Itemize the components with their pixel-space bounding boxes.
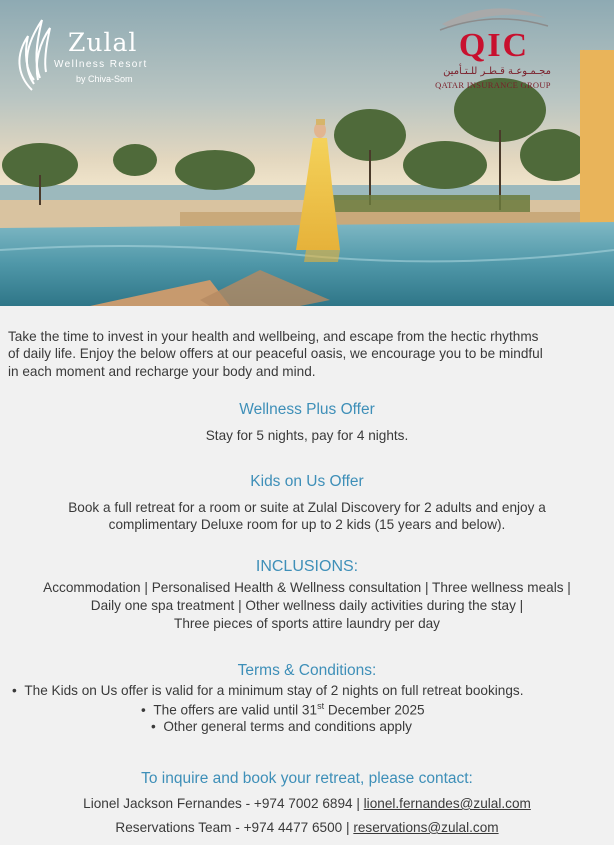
qic-english-name: QATAR INSURANCE GROUP <box>435 80 551 90</box>
inclusions-title: INCLUSIONS: <box>255 558 359 575</box>
intro-line: in each moment and recharge your body and mind. <box>8 363 316 379</box>
contact-person-email-link[interactable]: lionel.fernandes@zulal.com <box>363 796 531 811</box>
trees <box>2 78 590 190</box>
zulal-logo <box>12 14 172 94</box>
inclusions-line: Daily one spa treatment | Other wellness daily activities during the stay | <box>90 598 524 613</box>
intro-line: Take the time to invest in your health and wellbeing, and escape from the hectic rhythms <box>8 329 539 344</box>
contact-person <box>0 796 614 811</box>
contact-team-details: Reservations Team - +974 4477 6500 | <box>115 820 354 835</box>
bullet: • <box>12 683 17 698</box>
intro-line: of daily life. Enjoy the below offers at our peaceful oasis, we encourage you to be mindful <box>8 346 543 362</box>
wellness-offer-title: Wellness Plus Offer <box>239 401 375 418</box>
terms-item-text: Other general terms and conditions apply <box>163 719 412 734</box>
qic-logo <box>424 4 562 94</box>
kids-offer-line: complimentary Deluxe room for up to 2 kids (15 years and below). <box>108 517 506 532</box>
bullet: • <box>151 719 156 734</box>
contact-team-email-link[interactable]: reservations@zulal.com <box>353 820 499 835</box>
intro-paragraph <box>8 328 608 380</box>
ordinal-suffix: st <box>317 701 325 711</box>
terms-item <box>12 683 524 698</box>
zulal-byline: by Chiva-Som <box>76 74 133 84</box>
terms-item <box>151 719 412 734</box>
kids-offer-title: Kids on Us Offer <box>250 473 364 490</box>
hero-photo <box>0 0 614 306</box>
zulal-water-mark-icon <box>12 14 52 92</box>
inclusions-line: Accommodation | Personalised Health & Wellness consultation | Three wellness meals | <box>43 580 571 595</box>
terms-item-text: The offers are valid until 31 <box>153 702 318 718</box>
contact-team <box>0 820 614 835</box>
zulal-name: Zulal <box>68 28 138 57</box>
kids-offer-line: Book a full retreat for a room or suite at Zulal Discovery for 2 adults and enjoy a <box>68 500 546 515</box>
qic-arabic-name: مجـمـوعـة قـطـر للـتـأمين <box>443 66 551 77</box>
contact-title: To inquire and book your retreat, please contact: <box>141 770 473 787</box>
terms-item-text: December 2025 <box>324 702 425 718</box>
bullet: • <box>141 702 146 718</box>
terms-item <box>141 701 425 718</box>
inclusions-line: Three pieces of sports attire laundry per day <box>174 616 440 631</box>
terms-title: Terms & Conditions: <box>237 662 377 679</box>
terms-item-text: The Kids on Us offer is valid for a minimum stay of 2 nights on full retreat bookings. <box>24 683 524 698</box>
wellness-offer-text: Stay for 5 nights, pay for 4 nights. <box>205 428 409 443</box>
qic-emblem-icon <box>424 4 562 66</box>
flyer-content <box>0 306 614 845</box>
zulal-tagline: Wellness Resort <box>54 59 148 70</box>
qic-mark: QIC <box>458 27 530 64</box>
contact-person-details: Lionel Jackson Fernandes - +974 7002 6894 | <box>83 796 364 811</box>
